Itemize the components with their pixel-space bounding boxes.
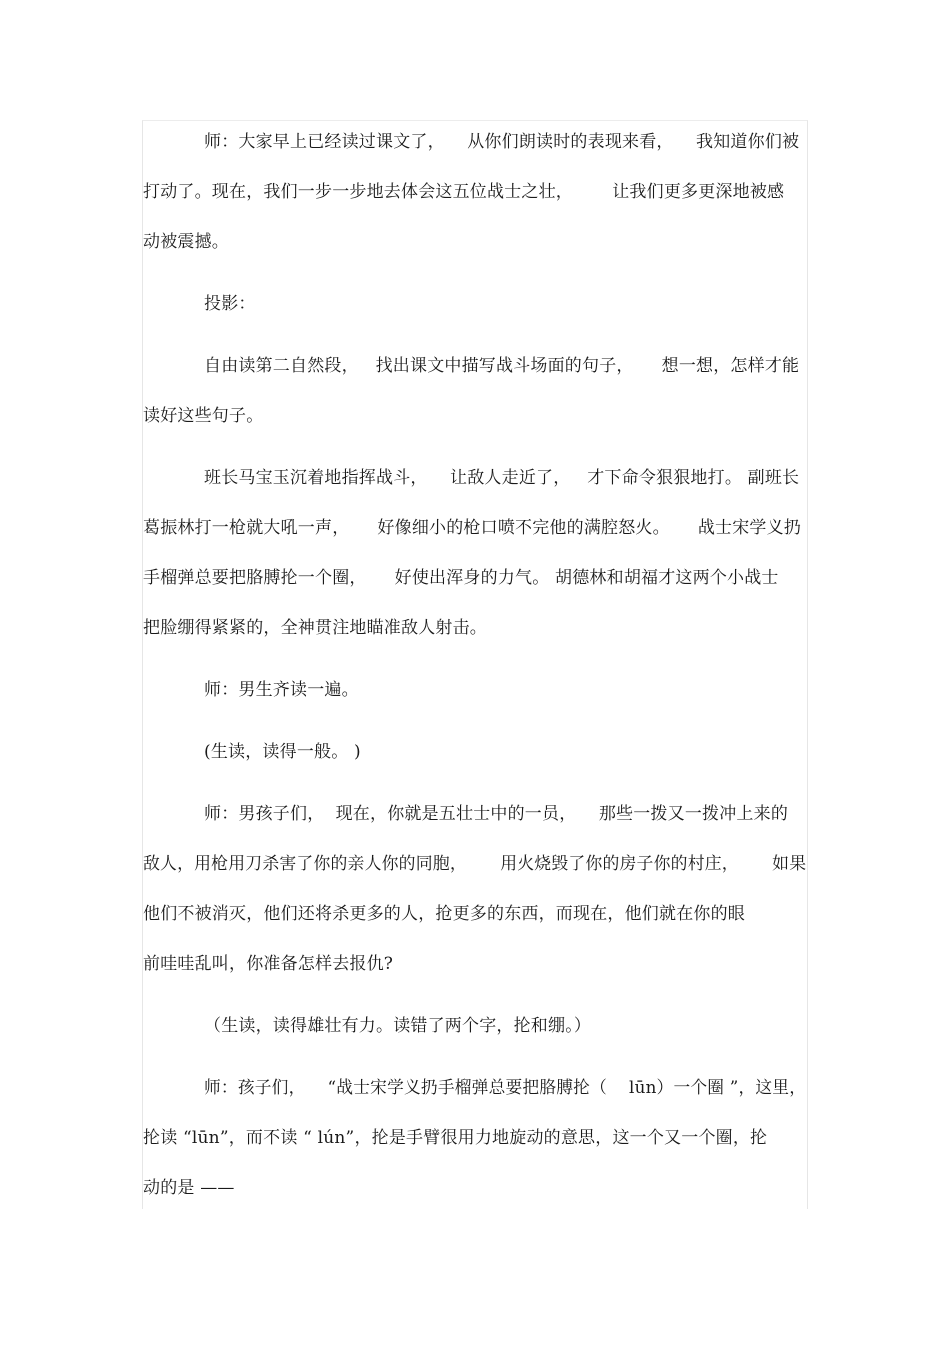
text-line: 读好这些句子。 <box>143 406 264 426</box>
page-frame <box>142 120 808 1209</box>
text-line: 师：大家早上已经读过课文了， 从你们朗读时的表现来看， 我知道你们被 <box>204 132 800 152</box>
text-line: 师：孩子们， “战士宋学义扔手榴弹总要把胳膊抡（ lūn）一个圈 ”，这里， <box>204 1078 807 1098</box>
text-line: 他们不被消灭，他们还将杀更多的人，抢更多的东西，而现在，他们就在你的眼 <box>143 904 745 924</box>
text-line: 动被震撼。 <box>143 232 229 252</box>
text-line: 葛振林打一枪就大吼一声， 好像细小的枪口喷不完他的满腔怒火。 战士宋学义扔 <box>143 518 802 538</box>
text-line: 师：男孩子们， 现在，你就是五壮士中的一员， 那些一拨又一拨冲上来的 <box>204 804 789 824</box>
text-line: 抡读 “lūn”，而不读 “ lún”，抡是手臂很用力地旋动的意思，这一个又一个圈，抡 <box>143 1128 768 1148</box>
text-line: 打动了。现在，我们一步一步地去体会这五位战士之壮， 让我们更多更深地被感 <box>143 182 785 202</box>
text-line: 动的是 —— <box>143 1178 235 1198</box>
text-line: 班长马宝玉沉着地指挥战斗， 让敌人走近了， 才下命令狠狠地打。 副班长 <box>204 468 800 488</box>
text-line: 投影： <box>204 294 256 314</box>
text-line: 把脸绷得紧紧的，全神贯注地瞄准敌人射击。 <box>143 618 487 638</box>
text-line: 前哇哇乱叫，你准备怎样去报仇? <box>143 954 394 974</box>
text-line: 手榴弹总要把胳膊抡一个圈， 好使出浑身的力气。 胡德林和胡福才这两个小战士 <box>143 568 779 588</box>
text-line: (生读，读得一般。 ) <box>204 742 361 762</box>
text-line: 敌人，用枪用刀杀害了你的亲人你的同胞， 用火烧毁了你的房子你的村庄， 如果 <box>143 854 807 874</box>
text-line: （生读，读得雄壮有力。读错了两个字，抡和绷。） <box>204 1016 592 1036</box>
text-line: 师：男生齐读一遍。 <box>204 680 359 700</box>
text-line: 自由读第二自然段， 找出课文中描写战斗场面的句子， 想一想，怎样才能 <box>204 356 800 376</box>
